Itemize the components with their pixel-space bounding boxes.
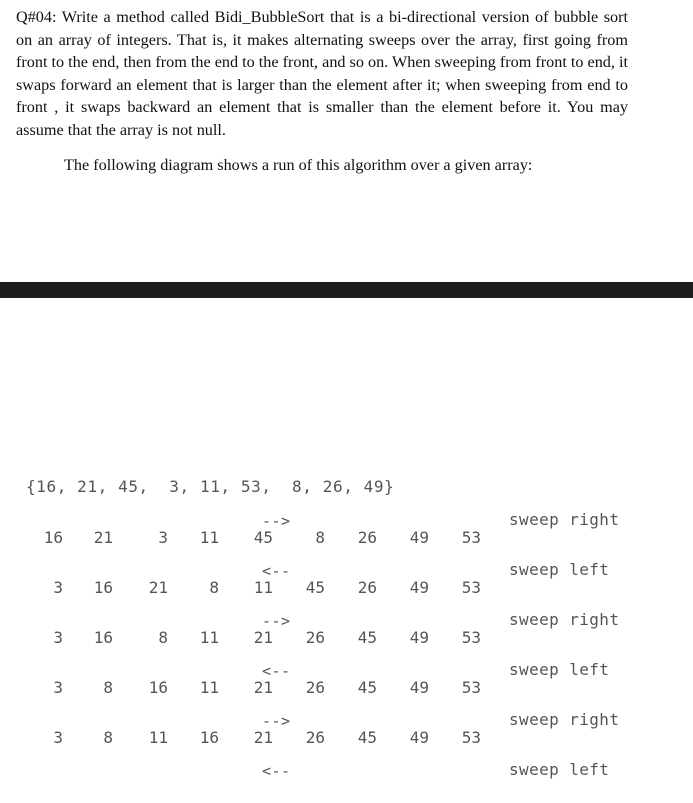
array-value: 49: [409, 678, 429, 697]
diagram-intro-text: The following diagram shows a run of this algorithm over a given array:: [64, 156, 533, 174]
array-value: 8: [103, 728, 113, 747]
array-value: 11: [199, 528, 219, 547]
array-value: 8: [158, 628, 168, 647]
array-value: 53: [461, 678, 481, 697]
array-value: 53: [461, 578, 481, 597]
arrow-right: -->: [262, 712, 291, 730]
array-value: 11: [199, 628, 219, 647]
array-value: 3: [53, 578, 63, 597]
black-divider-bar: [0, 282, 693, 298]
array-value: 21: [253, 628, 273, 647]
array-value: 8: [103, 678, 113, 697]
array-value: 3: [53, 728, 63, 747]
question-text: Q#04: Write a method called Bidi_BubbleSort that is a bi-directional version of bubble sort on an array of integers. That is, it makes alternating sweeps over the array, first going from front to the end, then from the end to the front, and so on. When sweeping from front to end, it swaps forward an element that is larger than the element after it; when sweeping from end to front , it swaps backward an element that is smaller than the element before it. You may assume that the array is not null.: [16, 8, 628, 139]
arrow-right: -->: [262, 612, 291, 630]
array-value: 26: [305, 728, 325, 747]
diagram-row: [0, 727, 693, 751]
initial-array: {16, 21, 45, 3, 11, 53, 8, 26, 49}: [26, 477, 395, 496]
array-value: 45: [253, 528, 273, 547]
array-value: 11: [253, 578, 273, 597]
array-value: 21: [148, 578, 168, 597]
arrow-left: <--: [262, 662, 291, 680]
array-value: 45: [357, 628, 377, 647]
array-value: 26: [357, 578, 377, 597]
diagram-row: [0, 527, 693, 551]
diagram-row: [0, 577, 693, 601]
sweep-label: sweep right: [509, 610, 620, 629]
array-value: 53: [461, 528, 481, 547]
array-value: 3: [53, 628, 63, 647]
array-value: 16: [93, 578, 113, 597]
array-value: 8: [315, 528, 325, 547]
array-value: 26: [305, 628, 325, 647]
array-value: 16: [148, 678, 168, 697]
array-value: 3: [53, 678, 63, 697]
arrow-left: <--: [262, 562, 291, 580]
array-value: 11: [199, 678, 219, 697]
array-value: 45: [305, 578, 325, 597]
sweep-label: sweep left: [509, 660, 610, 679]
array-value: 11: [148, 728, 168, 747]
sweep-label: sweep left: [509, 560, 610, 579]
array-value: 16: [43, 528, 63, 547]
final-sweep-label: sweep left: [509, 760, 610, 779]
array-value: 53: [461, 628, 481, 647]
arrow-right: -->: [262, 512, 291, 530]
diagram-row: [0, 627, 693, 651]
sweep-label: sweep right: [509, 510, 620, 529]
final-arrow: <--: [262, 762, 291, 780]
array-value: 53: [461, 728, 481, 747]
array-value: 16: [93, 628, 113, 647]
array-value: 49: [409, 628, 429, 647]
array-value: 49: [409, 728, 429, 747]
array-value: 21: [253, 728, 273, 747]
array-value: 49: [409, 528, 429, 547]
array-value: 3: [158, 528, 168, 547]
array-value: 45: [357, 678, 377, 697]
array-value: 16: [199, 728, 219, 747]
array-value: 45: [357, 728, 377, 747]
array-value: 21: [93, 528, 113, 547]
array-value: 26: [305, 678, 325, 697]
array-value: 49: [409, 578, 429, 597]
array-value: 8: [209, 578, 219, 597]
array-value: 26: [357, 528, 377, 547]
array-value: 21: [253, 678, 273, 697]
sweep-label: sweep right: [509, 710, 620, 729]
diagram-row: [0, 677, 693, 701]
